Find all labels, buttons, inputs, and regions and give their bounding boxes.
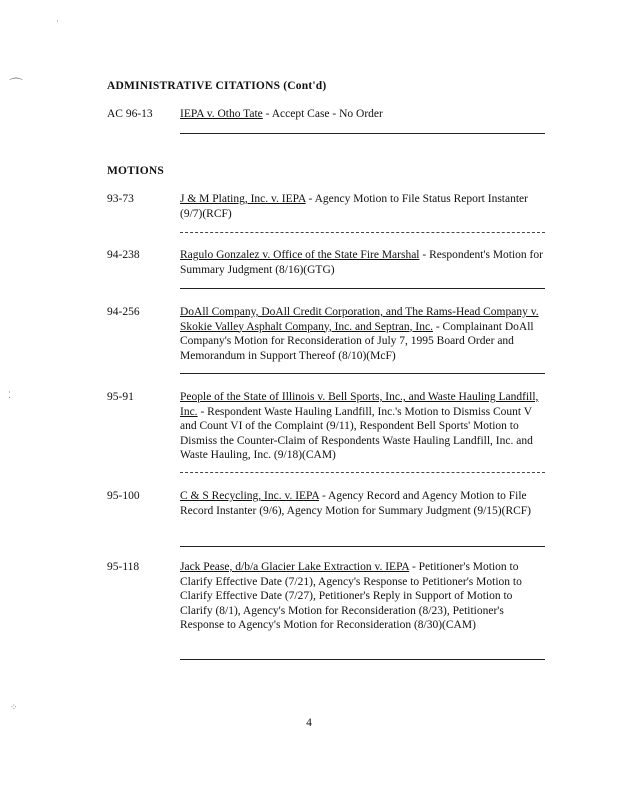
scan-speck: ·: [56, 16, 59, 26]
scan-speck: ⌒: [9, 79, 23, 94]
case-description: - Agency Record and Agency Motion to File Record Instanter (9/6), Agency Motion for Summary Judgment (9/15)(RCF): [180, 490, 532, 517]
motion-number: 95-91: [107, 391, 134, 403]
entry-separator: [180, 659, 545, 660]
motion-body: [180, 560, 545, 633]
case-title: C & S Recycling, Inc. v. IEPA: [180, 490, 320, 502]
case-title: People of the State of Illinois v. Bell Sports, Inc., and Waste Hauling Landfill, Inc.: [180, 391, 539, 418]
case-title: J & M Plating, Inc. v. IEPA: [180, 193, 306, 205]
case-description: - Respondent's Motion for Summary Judgment (8/16)(GTG): [180, 249, 543, 276]
motion-body: [180, 305, 545, 363]
scan-speck: ⁚: [8, 390, 11, 400]
case-description: - Agency Motion to File Status Report Instanter (9/7)(RCF): [180, 193, 528, 220]
entry-separator: [180, 373, 545, 374]
case-description: - Petitioner's Motion to Clarify Effective Date (7/21), Agency's Response to Petitioner's Motion to Clarify Effective Date (7/27), Petitioner's Reply in Support of Motion to Clarify (8/1), Agency's Motion for Reconsideration (8/23), Petitioner's Response to Agency's Motion for Reconsideration (8/30)(CAM): [180, 561, 522, 631]
admin-entry-body: [180, 107, 545, 122]
motion-body: [180, 248, 545, 277]
case-title: Jack Pease, d/b/a Glacier Lake Extraction v. IEPA: [180, 561, 410, 573]
entry-separator: [180, 133, 545, 134]
case-title: Ragulo Gonzalez v. Office of the State Fire Marshal: [180, 249, 420, 261]
motion-number: 94-256: [107, 306, 140, 318]
motion-body: [180, 390, 545, 463]
admin-entry-number: AC 96-13: [107, 108, 153, 120]
motion-body: [180, 192, 545, 221]
motions-heading: MOTIONS: [107, 165, 164, 177]
motion-number: 95-118: [107, 561, 140, 573]
case-title: DoAll Company, DoAll Credit Corporation, and The Rams-Head Company v. Skokie Valley Asphalt Company, Inc. and Septran, Inc.: [180, 306, 539, 333]
case-title: IEPA v. Otho Tate: [180, 108, 263, 120]
entry-separator: [180, 232, 545, 233]
scan-speck: ⁘: [10, 702, 18, 712]
motion-number: 95-100: [107, 490, 140, 502]
case-description: - Complainant DoAll Company's Motion for Reconsideration of July 7, 1995 Board Order and Memorandum in Support Thereof (8/10)(McF): [180, 320, 534, 362]
entry-separator: [180, 546, 545, 547]
entry-separator: [180, 288, 545, 289]
case-description: - Accept Case - No Order: [262, 108, 383, 120]
page-number: 4: [306, 717, 312, 729]
admin-citations-heading: ADMINISTRATIVE CITATIONS (Cont'd): [107, 80, 327, 92]
case-description: - Respondent Waste Hauling Landfill, Inc.'s Motion to Dismiss Count V and Count VI of the Complaint (9/11), Respondent Bell Sports' Motion to Dismiss the Counter-Claim of Respondents Waste Hauling Landfill, Inc. and Waste Hauling, Inc. (9/18)(CAM): [180, 405, 533, 461]
motion-number: 94-238: [107, 249, 140, 261]
entry-separator: [180, 472, 545, 473]
motion-body: [180, 489, 545, 518]
motion-number: 93-73: [107, 193, 134, 205]
